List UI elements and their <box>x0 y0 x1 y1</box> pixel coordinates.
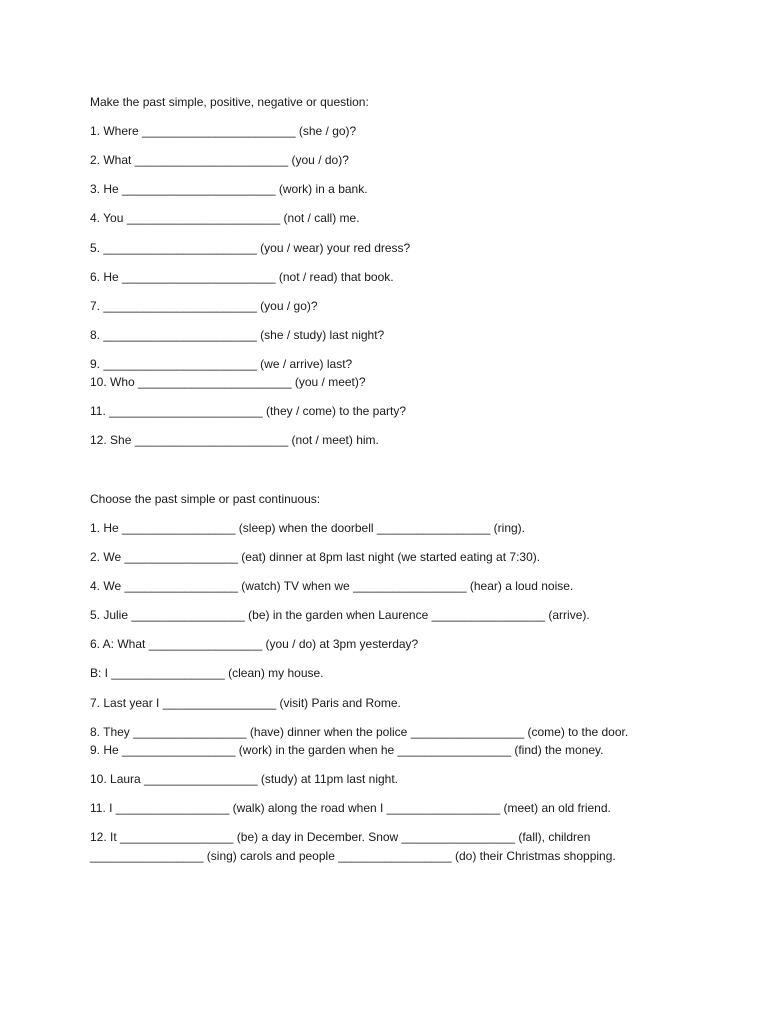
exercise1-item: 5. _______________________ (you / wear) your red dress? <box>90 241 411 255</box>
exercise1-item: 6. He _______________________ (not / read) that book. <box>90 270 394 284</box>
section2-instruction: Choose the past simple or past continuous: <box>90 492 321 506</box>
exercise2-item: 12. It _________________ (be) a day in December. Snow _________________ (fall), children <box>90 830 591 844</box>
exercise1-item: 3. He _______________________ (work) in a bank. <box>90 182 368 196</box>
exercise1-item: 4. You _______________________ (not / call) me. <box>90 211 360 225</box>
exercise2-item: B: I _________________ (clean) my house. <box>90 666 324 680</box>
exercise2-item: 8. They _________________ (have) dinner when the police _________________ (come) to the door. <box>90 725 629 739</box>
section1-instruction: Make the past simple, positive, negative or question: <box>90 95 369 109</box>
exercise1-item: 7. _______________________ (you / go)? <box>90 299 318 313</box>
exercise2-item: 7. Last year I _________________ (visit) Paris and Rome. <box>90 696 401 710</box>
exercise1-item: 1. Where _______________________ (she / go)? <box>90 124 357 138</box>
exercise1-item: 2. What _______________________ (you / do)? <box>90 153 349 167</box>
exercise1-item: 8. _______________________ (she / study) last night? <box>90 328 385 342</box>
exercise2-item: 5. Julie _________________ (be) in the garden when Laurence _________________ (arrive). <box>90 608 590 622</box>
exercise2-item: 1. He _________________ (sleep) when the doorbell _________________ (ring). <box>90 521 526 535</box>
exercise2-item: 11. I _________________ (walk) along the road when I _________________ (meet) an old friend. <box>90 801 611 815</box>
exercise2-item: _________________ (sing) carols and people _________________ (do) their Christmas shopping. <box>90 849 616 863</box>
exercise2-item: 4. We _________________ (watch) TV when we _________________ (hear) a loud noise. <box>90 579 574 593</box>
exercise1-item: 11. _______________________ (they / come) to the party? <box>90 404 407 418</box>
exercise2-item: 9. He _________________ (work) in the garden when he _________________ (find) the money. <box>90 743 604 757</box>
exercise1-item: 12. She _______________________ (not / meet) him. <box>90 433 379 447</box>
exercise1-item: 9. _______________________ (we / arrive) last? <box>90 357 353 371</box>
exercise2-item: 10. Laura _________________ (study) at 11pm last night. <box>90 772 399 786</box>
exercise2-item: 6. A: What _________________ (you / do) at 3pm yesterday? <box>90 637 419 651</box>
exercise2-item: 2. We _________________ (eat) dinner at 8pm last night (we started eating at 7:30). <box>90 550 541 564</box>
exercise1-item: 10. Who _______________________ (you / meet)? <box>90 375 366 389</box>
